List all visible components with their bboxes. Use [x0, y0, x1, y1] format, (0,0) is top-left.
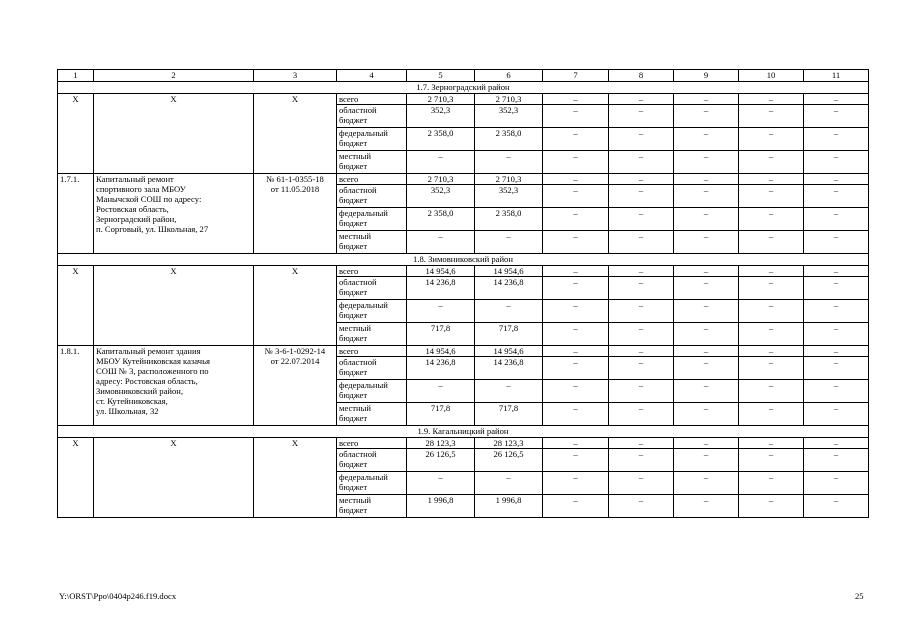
empty-value-cell: –	[804, 380, 869, 403]
value-cell: –	[475, 472, 543, 495]
value-cell: 1 996,8	[475, 495, 543, 518]
empty-value-cell: –	[739, 151, 804, 174]
empty-value-cell: –	[739, 208, 804, 231]
column-header: 3	[254, 70, 337, 82]
empty-value-cell: –	[674, 231, 739, 254]
empty-value-cell: –	[804, 105, 869, 128]
empty-value-cell: –	[739, 231, 804, 254]
item-description: Капитальный ремонт спортивного зала МБОУ Манычской СОШ по адресу: Ростовская область, Зерноградский район, п. Сорговый, ул. Школьная, 27	[94, 174, 254, 254]
empty-value-cell: –	[609, 231, 674, 254]
empty-value-cell: –	[674, 266, 739, 277]
value-cell: –	[407, 472, 475, 495]
empty-value-cell: –	[543, 472, 609, 495]
empty-value-cell: –	[609, 323, 674, 346]
table-row	[58, 94, 869, 105]
empty-value-cell: –	[804, 403, 869, 426]
empty-value-cell: –	[804, 300, 869, 323]
column-header: 6	[475, 70, 543, 82]
empty-value-cell: –	[674, 449, 739, 472]
value-cell: 26 126,5	[475, 449, 543, 472]
empty-value-cell: –	[609, 346, 674, 357]
value-cell: 352,3	[475, 185, 543, 208]
empty-value-cell: –	[804, 128, 869, 151]
value-cell: 352,3	[475, 105, 543, 128]
empty-value-cell: –	[674, 380, 739, 403]
value-cell: –	[407, 231, 475, 254]
column-header: 4	[337, 70, 407, 82]
empty-value-cell: –	[543, 438, 609, 449]
value-cell: 2 358,0	[407, 208, 475, 231]
section-title-row	[58, 426, 869, 438]
empty-value-cell: –	[543, 495, 609, 518]
empty-value-cell: –	[543, 105, 609, 128]
empty-value-cell: –	[804, 266, 869, 277]
empty-value-cell: –	[739, 438, 804, 449]
value-cell: 2 710,3	[475, 174, 543, 185]
value-cell: 717,8	[407, 403, 475, 426]
budget-type-label: областной бюджет	[337, 277, 407, 300]
budget-type-label: всего	[337, 266, 407, 277]
empty-value-cell: –	[543, 449, 609, 472]
empty-value-cell: –	[609, 94, 674, 105]
x-mark: Х	[254, 266, 337, 346]
section-title: 1.9. Кагальницкий район	[58, 426, 869, 438]
column-header: 1	[58, 70, 94, 82]
column-header: 11	[804, 70, 869, 82]
empty-value-cell: –	[543, 300, 609, 323]
empty-value-cell: –	[674, 357, 739, 380]
empty-value-cell: –	[674, 151, 739, 174]
empty-value-cell: –	[804, 438, 869, 449]
empty-value-cell: –	[609, 128, 674, 151]
item-number: 1.7.1.	[58, 174, 94, 254]
empty-value-cell: –	[674, 128, 739, 151]
empty-value-cell: –	[543, 277, 609, 300]
value-cell: –	[407, 300, 475, 323]
value-cell: –	[475, 300, 543, 323]
empty-value-cell: –	[739, 174, 804, 185]
column-header: 9	[674, 70, 739, 82]
table-row	[58, 346, 869, 357]
file-path: Y:\ORST\Ppo\0404p246.f19.docx	[59, 591, 177, 601]
x-mark: Х	[94, 438, 254, 518]
empty-value-cell: –	[804, 346, 869, 357]
x-mark: Х	[254, 94, 337, 174]
budget-type-label: федеральный бюджет	[337, 300, 407, 323]
section-title-row	[58, 254, 869, 266]
value-cell: 14 954,6	[475, 346, 543, 357]
value-cell: 14 236,8	[475, 277, 543, 300]
value-cell: –	[475, 231, 543, 254]
value-cell: 14 236,8	[407, 357, 475, 380]
empty-value-cell: –	[674, 438, 739, 449]
page-number: 25	[855, 591, 864, 601]
value-cell: 2 710,3	[407, 174, 475, 185]
empty-value-cell: –	[674, 208, 739, 231]
empty-value-cell: –	[739, 277, 804, 300]
column-header: 8	[609, 70, 674, 82]
empty-value-cell: –	[739, 380, 804, 403]
section-title-row	[58, 82, 869, 94]
column-number-row	[58, 70, 869, 82]
value-cell: 14 236,8	[407, 277, 475, 300]
value-cell: 28 123,3	[475, 438, 543, 449]
empty-value-cell: –	[543, 94, 609, 105]
column-header: 5	[407, 70, 475, 82]
item-number: 1.8.1.	[58, 346, 94, 426]
empty-value-cell: –	[609, 105, 674, 128]
value-cell: 2 710,3	[475, 94, 543, 105]
budget-type-label: федеральный бюджет	[337, 128, 407, 151]
x-mark: Х	[58, 94, 94, 174]
budget-type-label: областной бюджет	[337, 105, 407, 128]
empty-value-cell: –	[543, 346, 609, 357]
empty-value-cell: –	[609, 300, 674, 323]
value-cell: 352,3	[407, 185, 475, 208]
budget-type-label: местный бюджет	[337, 231, 407, 254]
budget-type-label: федеральный бюджет	[337, 472, 407, 495]
empty-value-cell: –	[674, 300, 739, 323]
empty-value-cell: –	[609, 266, 674, 277]
empty-value-cell: –	[543, 208, 609, 231]
empty-value-cell: –	[804, 495, 869, 518]
budget-type-label: местный бюджет	[337, 151, 407, 174]
empty-value-cell: –	[543, 357, 609, 380]
value-cell: –	[475, 380, 543, 403]
empty-value-cell: –	[804, 208, 869, 231]
value-cell: 1 996,8	[407, 495, 475, 518]
empty-value-cell: –	[804, 185, 869, 208]
budget-type-label: областной бюджет	[337, 449, 407, 472]
empty-value-cell: –	[609, 151, 674, 174]
empty-value-cell: –	[739, 128, 804, 151]
empty-value-cell: –	[674, 323, 739, 346]
x-mark: Х	[254, 438, 337, 518]
x-mark: Х	[58, 266, 94, 346]
value-cell: 14 954,6	[407, 266, 475, 277]
budget-type-label: всего	[337, 438, 407, 449]
empty-value-cell: –	[804, 151, 869, 174]
item-description: Капитальный ремонт здания МБОУ Кутейниковская казачья СОШ № 3, расположенного по адресу: Ростовская область, Зимовниковский район, ст. Кутейниковская, ул. Школьная, 32	[94, 346, 254, 426]
empty-value-cell: –	[804, 231, 869, 254]
table-row	[58, 438, 869, 449]
value-cell: 717,8	[475, 403, 543, 426]
value-cell: 352,3	[407, 105, 475, 128]
empty-value-cell: –	[674, 94, 739, 105]
budget-type-label: областной бюджет	[337, 357, 407, 380]
empty-value-cell: –	[609, 357, 674, 380]
document-reference: № 3-6-1-0292-14 от 22.07.2014	[254, 346, 337, 426]
empty-value-cell: –	[739, 357, 804, 380]
empty-value-cell: –	[739, 472, 804, 495]
value-cell: –	[475, 151, 543, 174]
value-cell: 14 236,8	[475, 357, 543, 380]
empty-value-cell: –	[739, 495, 804, 518]
x-mark: Х	[58, 438, 94, 518]
empty-value-cell: –	[674, 346, 739, 357]
empty-value-cell: –	[609, 380, 674, 403]
table-row	[58, 174, 869, 185]
empty-value-cell: –	[674, 472, 739, 495]
empty-value-cell: –	[739, 346, 804, 357]
value-cell: –	[407, 380, 475, 403]
budget-type-label: федеральный бюджет	[337, 208, 407, 231]
empty-value-cell: –	[609, 403, 674, 426]
budget-type-label: всего	[337, 346, 407, 357]
section-title: 1.8. Зимовниковский район	[58, 254, 869, 266]
empty-value-cell: –	[609, 174, 674, 185]
empty-value-cell: –	[543, 231, 609, 254]
value-cell: 2 358,0	[475, 128, 543, 151]
empty-value-cell: –	[674, 495, 739, 518]
empty-value-cell: –	[804, 94, 869, 105]
empty-value-cell: –	[543, 185, 609, 208]
budget-type-label: федеральный бюджет	[337, 380, 407, 403]
empty-value-cell: –	[609, 495, 674, 518]
empty-value-cell: –	[804, 323, 869, 346]
value-cell: 14 954,6	[475, 266, 543, 277]
empty-value-cell: –	[543, 323, 609, 346]
x-mark: Х	[94, 266, 254, 346]
empty-value-cell: –	[609, 438, 674, 449]
empty-value-cell: –	[543, 403, 609, 426]
empty-value-cell: –	[739, 403, 804, 426]
section-title: 1.7. Зерноградский район	[58, 82, 869, 94]
budget-table	[57, 69, 869, 518]
empty-value-cell: –	[674, 403, 739, 426]
value-cell: 717,8	[407, 323, 475, 346]
empty-value-cell: –	[739, 323, 804, 346]
budget-type-label: местный бюджет	[337, 495, 407, 518]
empty-value-cell: –	[543, 128, 609, 151]
value-cell: 14 954,6	[407, 346, 475, 357]
budget-type-label: всего	[337, 174, 407, 185]
empty-value-cell: –	[609, 472, 674, 495]
table-body	[58, 82, 869, 518]
empty-value-cell: –	[804, 174, 869, 185]
empty-value-cell: –	[739, 300, 804, 323]
value-cell: 26 126,5	[407, 449, 475, 472]
column-header: 2	[94, 70, 254, 82]
empty-value-cell: –	[543, 174, 609, 185]
empty-value-cell: –	[609, 185, 674, 208]
value-cell: 2 710,3	[407, 94, 475, 105]
empty-value-cell: –	[543, 380, 609, 403]
empty-value-cell: –	[609, 449, 674, 472]
value-cell: 717,8	[475, 323, 543, 346]
column-header: 10	[739, 70, 804, 82]
value-cell: –	[407, 151, 475, 174]
empty-value-cell: –	[674, 174, 739, 185]
empty-value-cell: –	[739, 266, 804, 277]
empty-value-cell: –	[739, 105, 804, 128]
table-row	[58, 266, 869, 277]
budget-type-label: местный бюджет	[337, 323, 407, 346]
document-reference: № 61-1-0355-18 от 11.05.2018	[254, 174, 337, 254]
empty-value-cell: –	[804, 277, 869, 300]
column-header: 7	[543, 70, 609, 82]
value-cell: 28 123,3	[407, 438, 475, 449]
empty-value-cell: –	[739, 185, 804, 208]
value-cell: 2 358,0	[475, 208, 543, 231]
empty-value-cell: –	[674, 185, 739, 208]
empty-value-cell: –	[674, 277, 739, 300]
budget-type-label: местный бюджет	[337, 403, 407, 426]
budget-type-label: областной бюджет	[337, 185, 407, 208]
empty-value-cell: –	[804, 357, 869, 380]
empty-value-cell: –	[674, 105, 739, 128]
budget-type-label: всего	[337, 94, 407, 105]
value-cell: 2 358,0	[407, 128, 475, 151]
empty-value-cell: –	[543, 151, 609, 174]
empty-value-cell: –	[804, 472, 869, 495]
x-mark: Х	[94, 94, 254, 174]
empty-value-cell: –	[804, 449, 869, 472]
empty-value-cell: –	[739, 449, 804, 472]
empty-value-cell: –	[739, 94, 804, 105]
empty-value-cell: –	[543, 266, 609, 277]
empty-value-cell: –	[609, 208, 674, 231]
empty-value-cell: –	[609, 277, 674, 300]
